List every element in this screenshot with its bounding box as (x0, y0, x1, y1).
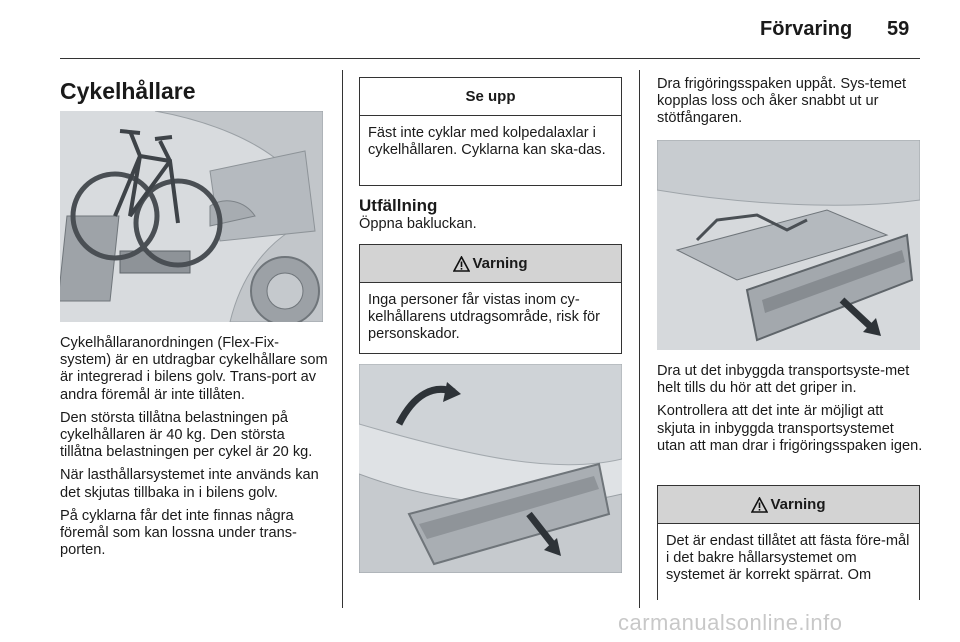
header-rule (60, 58, 920, 59)
column-divider-left (342, 70, 343, 608)
warning-triangle-icon (453, 256, 470, 272)
paragraph: Dra ut det inbyggda transportsyste-met helt tills du hör att det griper in. (657, 363, 910, 397)
paragraph: Dra frigöringsspaken uppåt. Sys-temet kopplas loss och åker snabbt ut ur stötfångaren. (657, 76, 907, 127)
column-divider-right (639, 70, 640, 608)
subsection-title: Utfällning (359, 196, 438, 215)
warning-triangle-icon (751, 497, 768, 513)
running-header-title: Förvaring (760, 18, 853, 40)
figure-bike-carrier (60, 111, 323, 322)
caution-box (359, 77, 622, 186)
warning-box-2-header (658, 486, 919, 524)
column-3-intro (657, 76, 923, 134)
paragraph: Cykelhållaranordningen (Flex-Fix-system) är en utdragbar cykelhållare som är integrerad i bilens golv. Trans-port av andra föremål är inte tillåten. (60, 335, 328, 403)
paragraph: När lasthållarsystemet inte används kan det skjutas tillbaka in i bilens golv. (60, 467, 319, 501)
warning-box-2 (657, 485, 920, 600)
watermark: carmanualsonline.info (618, 610, 843, 635)
paragraph: Kontrollera att det inte är möjligt att skjuta in inbyggda transportsystemet utan att man drar i frigöringsspaken igen. (657, 403, 923, 454)
caution-box-text: Fäst inte cyklar med kolpedalaxlar i cykelhållaren. Cyklarna kan ska-das. (368, 125, 606, 159)
caution-box-title: Se upp (360, 78, 621, 116)
paragraph: Den största tillåtna belastningen på cykelhållaren är 40 kg. Den största tillåtna belastningen per cykel är 20 kg. (60, 409, 313, 461)
figure-release-lever (359, 364, 622, 573)
warning-box-header (360, 245, 621, 283)
warning-box-2-title: Varning (770, 496, 826, 513)
warning-box-2-text: Det är endast tillåtet att fästa före-mål i det bakre hållarsystemet om systemet är korrekt spärrat. Om (666, 533, 910, 584)
paragraph: På cyklarna får det inte finnas några föremål som kan lossna under trans-porten. (60, 507, 297, 559)
page-number: 59 (887, 18, 910, 40)
section-title: Cykelhållare (60, 78, 196, 104)
subsection (359, 196, 622, 239)
column-1-text (60, 335, 328, 565)
warning-box-title: Varning (472, 255, 528, 272)
figure-pull-out-system (657, 140, 920, 350)
column-3-text (657, 363, 923, 461)
warning-box-text: Inga personer får vistas inom cy-kelhållarens utdragsområde, risk för personskador. (368, 292, 600, 343)
warning-box (359, 244, 622, 354)
subsection-text: Öppna bakluckan. (359, 216, 477, 232)
